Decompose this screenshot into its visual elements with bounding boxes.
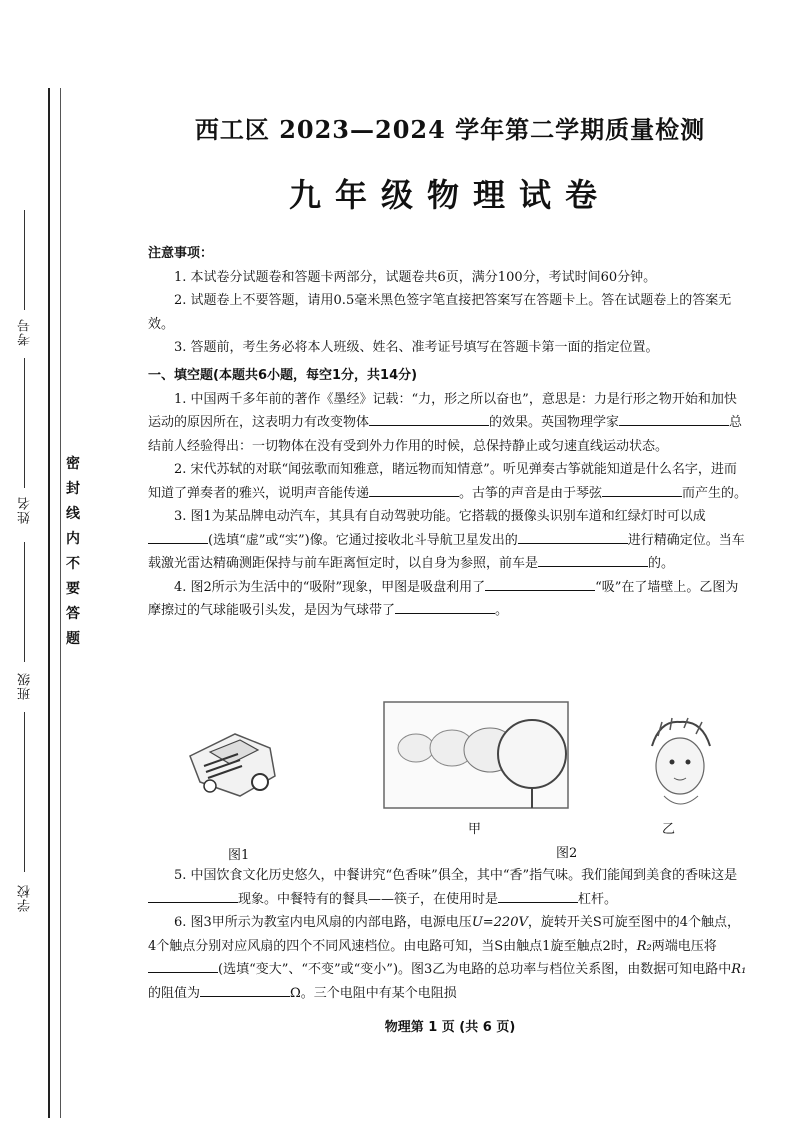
school-line — [24, 712, 25, 872]
class-field — [16, 672, 35, 700]
question-5 — [148, 864, 748, 911]
q5-text-b: 现象。中餐特有的餐具——筷子，在使用时是 — [238, 891, 499, 907]
q6-blank-2[interactable] — [200, 982, 290, 997]
class-line — [24, 542, 25, 662]
q3-text-a: 3. 图1为某品牌电动汽车，其具有自动驾驶功能。它搭载的摄像头识别车道和红绿灯时可以成 — [174, 509, 706, 524]
seal-char: 题 — [66, 631, 80, 647]
exam-number-label: 考号 — [18, 318, 33, 346]
seal-char: 答 — [66, 606, 80, 622]
q6-r2: R₂ — [636, 938, 652, 954]
q3-blank-3[interactable] — [538, 552, 648, 567]
q3-blank-1[interactable] — [148, 529, 208, 544]
q6-text-d: (选填“变大”、“不变”或“变小”)。图3乙为电路的总功率与档位关系图，由数据可知电路中 — [218, 962, 732, 977]
section-fill-in-continued — [148, 864, 748, 1005]
figure-2-yi-label: 乙 — [662, 822, 676, 837]
q4-blank-2[interactable] — [395, 599, 495, 614]
q5-blank-1[interactable] — [148, 888, 238, 903]
q1-text-c: 总结前人经验得出：一切物体在没有受到外力作用的时候，总保持静止或匀速直线运动状态。 — [148, 415, 743, 454]
exam-number-line — [24, 210, 25, 310]
question-1 — [148, 388, 748, 459]
q3-text-c: 进行精确定位。当车载激光雷达精确测距保持与前车距离恒定时，以自身为参照，前车是 — [148, 532, 745, 571]
note-item: 1. 本试卷分试题卷和答题卡两部分，试题卷共6页，满分100分，考试时间60分钟。 — [174, 269, 657, 285]
q5-blank-2[interactable] — [498, 888, 578, 903]
q1-blank-2[interactable] — [619, 411, 729, 426]
question-3 — [148, 505, 748, 576]
question-2 — [148, 458, 748, 505]
exam-subtitle: 九年级物理试卷 — [288, 176, 611, 214]
q1-text-b: 的效果。英国物理学家 — [489, 415, 620, 430]
name-line — [24, 358, 25, 488]
school-field — [16, 884, 35, 912]
q2-blank-1[interactable] — [369, 482, 459, 497]
q6-text-e: 的阻值为 — [148, 985, 201, 1001]
q2-text-a: 2. 宋代苏轼的对联“闻弦歌而知雅意，睹远物而知情意”。听见弹奏古筝就能知道是什么名字，进而知道了弹奏者的雅兴，说明声音能传递 — [148, 462, 737, 501]
seal-char: 内 — [66, 531, 80, 547]
q6-text-f: Ω。三个电阻中有某个电阻损 — [290, 985, 457, 1001]
notes-section — [148, 242, 748, 360]
figure-2-suction-cup-image — [382, 700, 570, 810]
figure-2-balloon-hair-image — [640, 716, 720, 816]
q3-blank-2[interactable] — [518, 529, 628, 544]
q2-text-c: 而产生的。 — [682, 485, 748, 501]
seal-char: 封 — [66, 481, 80, 497]
q4-blank-1[interactable] — [485, 576, 595, 591]
q6-text-c: 两端电压将 — [651, 938, 717, 954]
binding-line — [48, 88, 50, 1118]
exam-number-field — [16, 318, 35, 346]
seal-line-notice — [64, 452, 82, 652]
q4-text-a: 4. 图2所示为生活中的“吸附”现象，甲图是吸盘利用了 — [174, 579, 486, 595]
q5-text-c: 杠杆。 — [578, 891, 618, 907]
q6-voltage: U=220V — [471, 915, 528, 930]
question-4 — [148, 576, 748, 623]
q6-r1: R₁ — [731, 962, 747, 977]
q3-text-b: (选填“虚”或“实”)像。它通过接收北斗导航卫星发出的 — [208, 532, 518, 548]
q3-text-d: 的。 — [648, 556, 675, 571]
q6-text-b: ，旋转开关S可旋至图中的4个触点，4个触点分别对应风扇的四个不同风速档位。由电路可知，当S由触点1旋至触点2时， — [148, 915, 741, 954]
seal-char: 密 — [66, 456, 80, 472]
q2-blank-2[interactable] — [602, 482, 682, 497]
q1-text-a: 1. 中国两千多年前的著作《墨经》记载：“力，形之所以奋也”，意思是：力是行形之物开始和加快运动的原因所在，这表明力有改变物体 — [148, 391, 737, 430]
binding-line-inner — [60, 88, 61, 1118]
note-item: 3. 答题前，考生务必将本人班级、姓名、准考证号填写在答题卡第一面的指定位置。 — [174, 340, 659, 355]
q5-text-a: 5. 中国饮食文化历史悠久，中餐讲究“色香味”俱全，其中“香”指气味。我们能闻到美食的香味这是 — [174, 868, 738, 883]
class-label: 班级 — [18, 672, 33, 700]
section-fill-in — [148, 364, 748, 623]
q1-blank-1[interactable] — [369, 411, 489, 426]
notes-heading: 注意事项： — [148, 246, 214, 261]
seal-char: 要 — [66, 581, 80, 597]
name-field — [16, 496, 35, 524]
q4-text-b: “吸”在了墙壁上。乙图为摩擦过的气球能吸引头发，是因为气球带了 — [148, 579, 739, 618]
note-item: 2. 试题卷上不要答题，请用0.5毫米黑色签字笔直接把答案写在答题卡上。答在试题卷上的答案无效。 — [148, 293, 732, 332]
figure-2-jia-label: 甲 — [468, 822, 482, 837]
seal-char: 线 — [66, 506, 80, 522]
figure-1-caption: 图1 — [228, 848, 250, 863]
figure-2-caption: 图2 — [556, 846, 578, 861]
q6-blank-1[interactable] — [148, 958, 218, 973]
q6-text-a: 6. 图3甲所示为教室内电风扇的内部电路，电源电压 — [174, 915, 472, 930]
section-heading: 一、填空题(本题共6小题，每空1分，共14分) — [148, 368, 418, 383]
q4-text-c: 。 — [495, 603, 509, 618]
name-label: 姓名 — [18, 496, 33, 524]
exam-title: 西工区 2023—2024 学年第二学期质量检测 — [194, 115, 706, 144]
seal-char: 不 — [66, 556, 80, 572]
figure-1-car-image — [180, 716, 290, 806]
school-label: 学校 — [18, 884, 33, 912]
q2-text-b: 。古筝的声音是由于琴弦 — [459, 485, 603, 501]
page-footer: 物理第 1 页 (共 6 页) — [384, 1020, 516, 1035]
question-6 — [148, 911, 748, 1005]
